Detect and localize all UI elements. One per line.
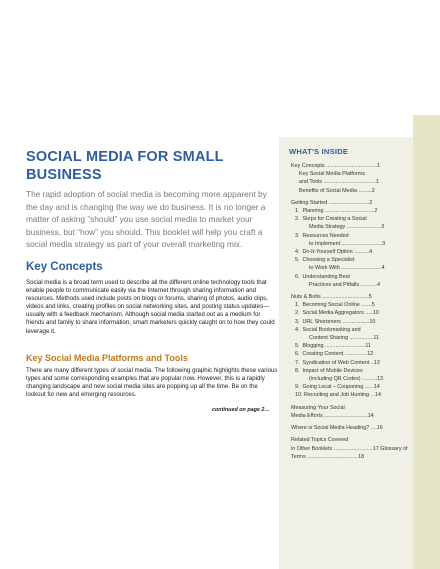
toc-item: 3. Resources Needed — [295, 232, 349, 239]
main-content — [26, 148, 278, 413]
toc-item: 1. Becoming Social Online .......5 — [295, 302, 375, 309]
toc-item: Key Concepts ..................................1 — [291, 163, 380, 169]
page-title: SOCIAL MEDIA FOR SMALL BUSINESS — [26, 149, 224, 183]
toc-item: 7. Syndication of Web Content ..13 — [295, 359, 380, 366]
toc-item: 10. Recruiting and Job Hunting ...14 — [295, 392, 382, 399]
toc-item: Where is Social Media Heading? ....16 — [291, 425, 383, 432]
toc-item: Content Sharing ................11 — [309, 335, 380, 342]
platforms-paragraph: There are many different types of social media. The following graphic highlights these various types and some corresponding examples that are popular now. However, this is a rapidly changing landscape and new social media sites are popping up all the time. Be on the lookout for new and emerging resources. — [26, 367, 278, 399]
toc-item: and Tools ...................................1 — [299, 179, 379, 186]
toc-item: Terms ..................................18 — [291, 453, 365, 460]
key-concepts-paragraph: Social media is a broad term used to describe all the different online technology tools that enable people to communicate easily via the Internet through sharing information and resources. Methods used include posts on blogs or forums, sharing of photos, audio clips, videos and links, creating profiles on social networking sites, and posting status updates—usually with a feedback mechanism. Although social media started out as a medium for friends and family to share information, smart marketers quickly caught on to how they could leverage it. — [26, 279, 275, 335]
toc-item: 8. Impact of Mobile Devices — [295, 367, 363, 374]
toc-item: Getting Started ...........................2 — [291, 199, 373, 206]
platforms-heading: Key Social Media Platforms and Tools — [26, 353, 188, 363]
toc-item: 6. Creating Content ...............12 — [295, 351, 374, 358]
toc-item: to Implement ...........................3 — [309, 240, 386, 247]
toc-item: (including QR Codes) ..........13 — [309, 376, 384, 383]
toc-item: Nuts & Bolts ...............................5 — [291, 294, 372, 301]
toc-item: 9. Going Local – Couponing ......14 — [295, 384, 380, 391]
toc-item: 2. Steps for Creating a Social — [295, 216, 367, 223]
intro-paragraph: The rapid adoption of social media is becoming more apparent by the day and is changing the way we do business. It is no longer a matter of asking “should” you use social media to market your business, but “how” you should. This booklet will help you craft a social media strategy as part of your overall marketing mix. — [26, 189, 267, 249]
toc-item: to Work With ...........................4 — [309, 265, 385, 272]
toc-item: 4. Social Bookmarking and — [295, 326, 361, 333]
toc-item: Key Social Media Platforms — [299, 171, 365, 178]
toc-item: Measuring Your Social — [291, 404, 345, 411]
table-of-contents — [291, 162, 421, 461]
toc-item: in Other Booklets ..........................17 Glossary of — [291, 445, 408, 452]
toc-item: Media Strategy .......................3 — [309, 224, 385, 231]
toc-item: Media Efforts .............................14 — [291, 412, 374, 419]
toc-item: 5. Choosing a Specialist — [295, 257, 355, 264]
toc-item: 6. Understanding Best — [295, 273, 350, 280]
toc-item: 1. Planning .................................2 — [295, 208, 378, 215]
toc-item: Practices and Pitfalls ...........4 — [309, 281, 381, 288]
toc-item: 3. URL Shorteners ..................10 — [295, 318, 376, 325]
toc-item: 2. Social Media Aggregators .....10 — [295, 310, 379, 317]
whats-inside-title: WHAT'S INSIDE — [289, 147, 349, 156]
continued-note: continued on page 2… — [212, 407, 270, 413]
toc-item: Related Topics Covered — [291, 437, 349, 444]
toc-item: 5. Blogging ...........................11 — [295, 343, 372, 350]
toc-item: 4. Do-It-Yourself Option ..........4 — [295, 249, 373, 256]
whats-inside-sidebar — [279, 137, 413, 569]
key-concepts-heading: Key Concepts — [26, 261, 103, 273]
toc-item: Benefits of Social Media .........2 — [299, 187, 375, 194]
